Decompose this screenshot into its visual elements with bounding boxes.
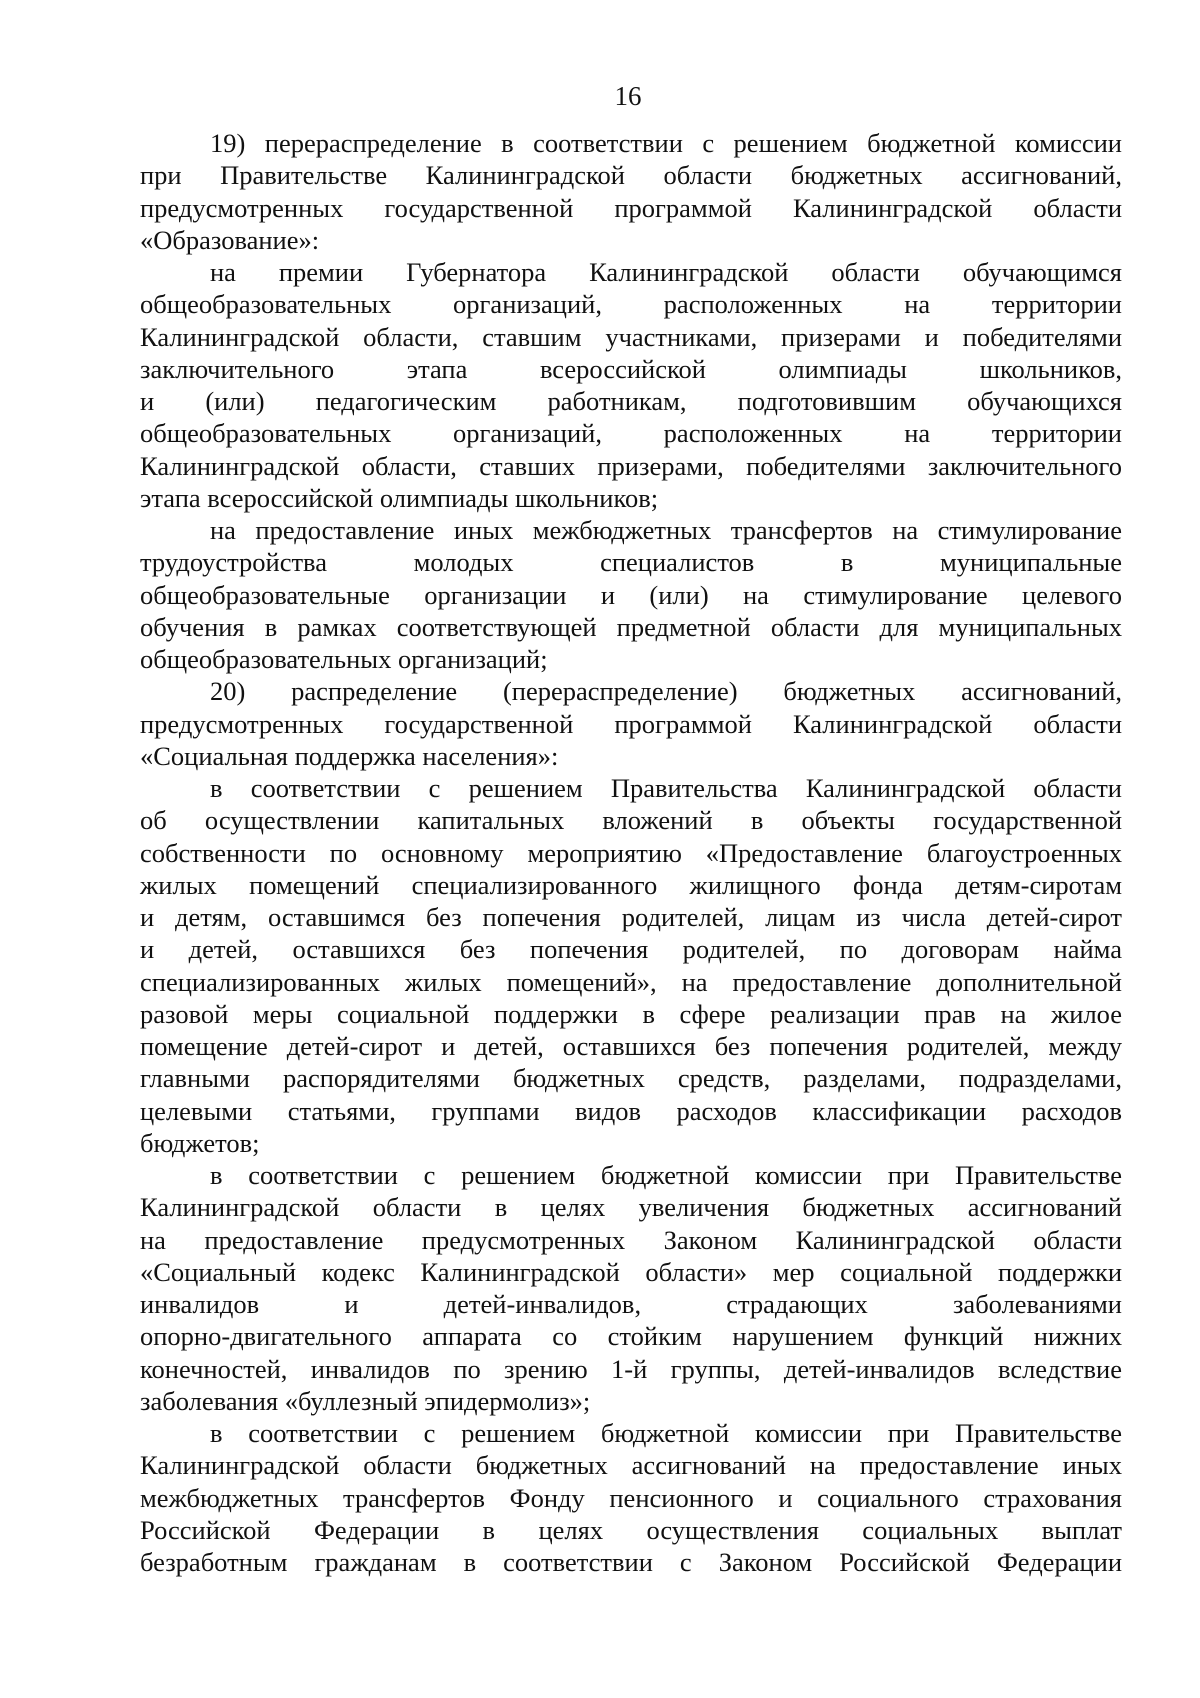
text-line: Калининградской области, ставшим участниками, призерами и победителями bbox=[140, 321, 1122, 352]
text-line: заключительного этапа всероссийской олимпиады школьников, bbox=[140, 353, 1122, 384]
text-line: на предоставление предусмотренных Законом Калининградской области bbox=[140, 1224, 1122, 1255]
page-number: 16 bbox=[614, 81, 642, 111]
text-line: на премии Губернатора Калининградской области обучающимся bbox=[210, 257, 1122, 287]
text-line: при Правительстве Калининградской области бюджетных ассигнований, bbox=[140, 160, 1122, 191]
text-line: общеобразовательных организаций, расположенных на территории bbox=[140, 289, 1122, 320]
text-line: Калининградской области в целях увеличения бюджетных ассигнований bbox=[140, 1192, 1122, 1223]
text-line: и (или) педагогическим работникам, подготовившим обучающихся bbox=[140, 386, 1122, 416]
document-body bbox=[140, 127, 1122, 1578]
text-line: жилых помещений специализированного жилищного фонда детям-сиротам bbox=[140, 869, 1122, 900]
text-line: обучения в рамках соответствующей предметной области для муниципальных bbox=[140, 611, 1122, 642]
text-line: Калининградской области, ставших призерами, победителями заключительного bbox=[140, 450, 1122, 481]
text-line: помещение детей-сирот и детей, оставшихся без попечения родителей, между bbox=[140, 1031, 1122, 1061]
text-line: 19) перераспределение в соответствии с решением бюджетной комиссии bbox=[210, 128, 1122, 158]
text-line: общеобразовательные организации и (или) на стимулирование целевого bbox=[140, 579, 1122, 610]
text-line: «Социальный кодекс Калининградской области» мер социальной поддержки bbox=[140, 1256, 1122, 1287]
text-line: 20) распределение (перераспределение) бюджетных ассигнований, bbox=[210, 676, 1122, 707]
text-line: специализированных жилых помещений», на предоставление дополнительной bbox=[140, 966, 1122, 997]
text-line: межбюджетных трансфертов Фонду пенсионного и социального страхования bbox=[140, 1482, 1122, 1513]
text-line: этапа всероссийской олимпиады школьников; bbox=[140, 482, 659, 513]
text-line: в соответствии с решением бюджетной комиссии при Правительстве bbox=[210, 1160, 1122, 1190]
text-line: главными распорядителями бюджетных средств, разделами, подразделами, bbox=[140, 1063, 1122, 1094]
text-line: об осуществлении капитальных вложений в объекты государственной bbox=[140, 805, 1122, 836]
text-line: собственности по основному мероприятию «Предоставление благоустроенных bbox=[140, 837, 1122, 868]
text-line: безработным гражданам в соответствии с Законом Российской Федерации bbox=[140, 1547, 1122, 1577]
text-line: конечностей, инвалидов по зрению 1-й группы, детей-инвалидов вследствие bbox=[140, 1353, 1122, 1384]
text-line: бюджетов; bbox=[140, 1127, 260, 1158]
text-line: опорно-двигательного аппарата со стойким нарушением функций нижних bbox=[140, 1321, 1122, 1352]
text-line: и детям, оставшимся без попечения родителей, лицам из числа детей-сирот bbox=[140, 902, 1122, 932]
text-line: Калининградской области бюджетных ассигнований на предоставление иных bbox=[140, 1450, 1122, 1481]
text-line: предусмотренных государственной программой Калининградской области bbox=[140, 192, 1122, 223]
text-line: разовой меры социальной поддержки в сфере реализации прав на жилое bbox=[140, 998, 1122, 1029]
text-line: предусмотренных государственной программой Калининградской области bbox=[140, 708, 1122, 739]
text-line: инвалидов и детей-инвалидов, страдающих заболеваниями bbox=[140, 1289, 1122, 1319]
text-line: общеобразовательных организаций; bbox=[140, 644, 548, 674]
text-line: на предоставление иных межбюджетных трансфертов на стимулирование bbox=[210, 515, 1122, 545]
text-line: в соответствии с решением Правительства Калининградской области bbox=[210, 773, 1122, 803]
text-line: общеобразовательных организаций, расположенных на территории bbox=[140, 418, 1122, 449]
text-line: заболевания «буллезный эпидермолиз»; bbox=[140, 1385, 591, 1416]
text-line: целевыми статьями, группами видов расходов классификации расходов bbox=[140, 1095, 1122, 1126]
text-line: «Социальная поддержка населения»: bbox=[140, 740, 559, 771]
text-line: в соответствии с решением бюджетной комиссии при Правительстве bbox=[210, 1418, 1122, 1448]
text-line: и детей, оставшихся без попечения родителей, по договорам найма bbox=[140, 934, 1122, 965]
text-line: Российской Федерации в целях осуществления социальных выплат bbox=[140, 1514, 1122, 1545]
text-line: трудоустройства молодых специалистов в муниципальные bbox=[140, 547, 1122, 578]
text-line: «Образование»: bbox=[140, 224, 320, 255]
